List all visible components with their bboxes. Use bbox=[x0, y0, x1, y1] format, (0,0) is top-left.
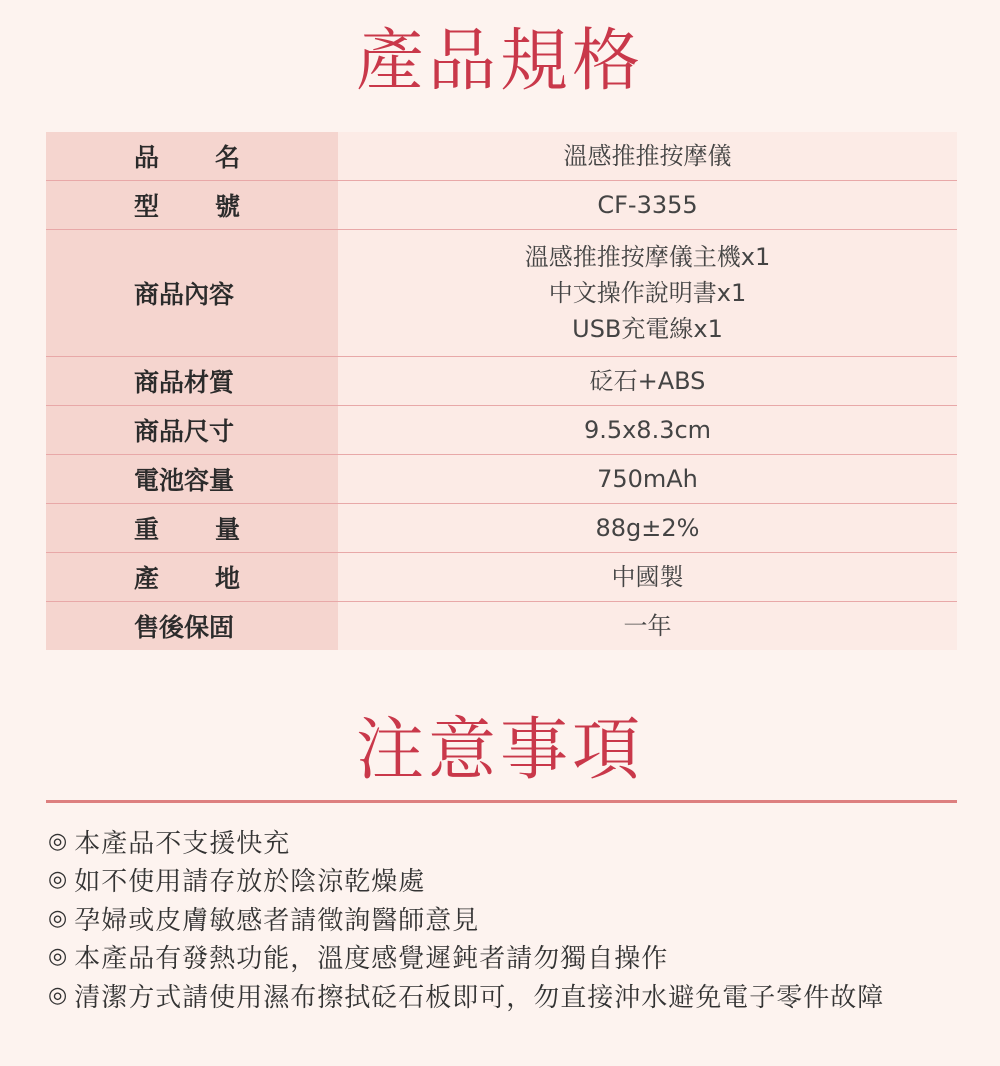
notice-text: 本產品有發熱功能，溫度感覺遲鈍者請勿獨自操作 bbox=[74, 944, 669, 975]
spec-label: 商品尺寸 bbox=[46, 406, 338, 454]
spec-value-line: 砭石+ABS bbox=[589, 367, 706, 395]
spec-value-line: 一年 bbox=[623, 612, 672, 640]
spec-row-warranty bbox=[46, 602, 957, 650]
notice-text: 如不使用請存放於陰涼乾燥處 bbox=[74, 867, 426, 898]
spec-value-line: 9.5x8.3cm bbox=[583, 416, 712, 444]
spec-value-line: CF-3355 bbox=[597, 191, 698, 219]
bullet-icon: ◎ bbox=[48, 982, 69, 1008]
spec-value-line: 中文操作說明書x1 bbox=[548, 279, 747, 307]
spec-label: 產地 bbox=[46, 553, 338, 601]
spec-value bbox=[338, 132, 957, 180]
spec-value bbox=[338, 357, 957, 405]
spec-label: 品名 bbox=[46, 132, 338, 180]
notice-text: 清潔方式請使用濕布擦拭砭石板即可，勿直接沖水避免電子零件故障 bbox=[74, 982, 885, 1013]
section-divider bbox=[46, 800, 957, 803]
spec-label: 售後保固 bbox=[46, 602, 338, 650]
spec-value-line: 中國製 bbox=[611, 563, 684, 591]
spec-value bbox=[338, 602, 957, 650]
spec-row-weight bbox=[46, 504, 957, 553]
notice-list bbox=[48, 822, 988, 1015]
spec-row-model bbox=[46, 181, 957, 230]
bullet-icon: ◎ bbox=[48, 867, 69, 893]
bullet-icon: ◎ bbox=[48, 905, 69, 931]
spec-row-origin bbox=[46, 553, 957, 602]
list-item bbox=[48, 976, 988, 1015]
bullet-icon: ◎ bbox=[48, 828, 69, 854]
spec-row-battery bbox=[46, 455, 957, 504]
spec-table bbox=[46, 132, 957, 650]
spec-row-name bbox=[46, 132, 957, 181]
list-item bbox=[48, 861, 988, 900]
spec-label: 電池容量 bbox=[46, 455, 338, 503]
spec-value-line: 750mAh bbox=[597, 465, 698, 493]
spec-row-contents bbox=[46, 230, 957, 357]
spec-value-line: USB充電線x1 bbox=[572, 315, 723, 343]
spec-value bbox=[338, 504, 957, 552]
spec-value bbox=[338, 553, 957, 601]
spec-value bbox=[338, 455, 957, 503]
spec-value bbox=[338, 230, 957, 356]
list-item bbox=[48, 899, 988, 938]
notice-text: 孕婦或皮膚敏感者請徵詢醫師意見 bbox=[74, 905, 480, 936]
spec-row-material bbox=[46, 357, 957, 406]
spec-label: 商品材質 bbox=[46, 357, 338, 405]
spec-label: 商品內容 bbox=[46, 230, 338, 356]
spec-value-line: 溫感推推按摩儀主機x1 bbox=[524, 243, 771, 271]
spec-label: 重量 bbox=[46, 504, 338, 552]
spec-title: 產品規格 bbox=[355, 22, 644, 101]
list-item bbox=[48, 822, 988, 861]
bullet-icon: ◎ bbox=[48, 944, 69, 970]
spec-value-line: 88g±2% bbox=[595, 514, 700, 542]
spec-row-size bbox=[46, 406, 957, 455]
spec-label: 型號 bbox=[46, 181, 338, 229]
notice-text: 本產品不支援快充 bbox=[74, 828, 291, 859]
spec-value bbox=[338, 406, 957, 454]
notice-title: 注意事項 bbox=[355, 711, 644, 790]
list-item bbox=[48, 938, 988, 977]
spec-value bbox=[338, 181, 957, 229]
spec-value-line: 溫感推推按摩儀 bbox=[563, 142, 732, 170]
